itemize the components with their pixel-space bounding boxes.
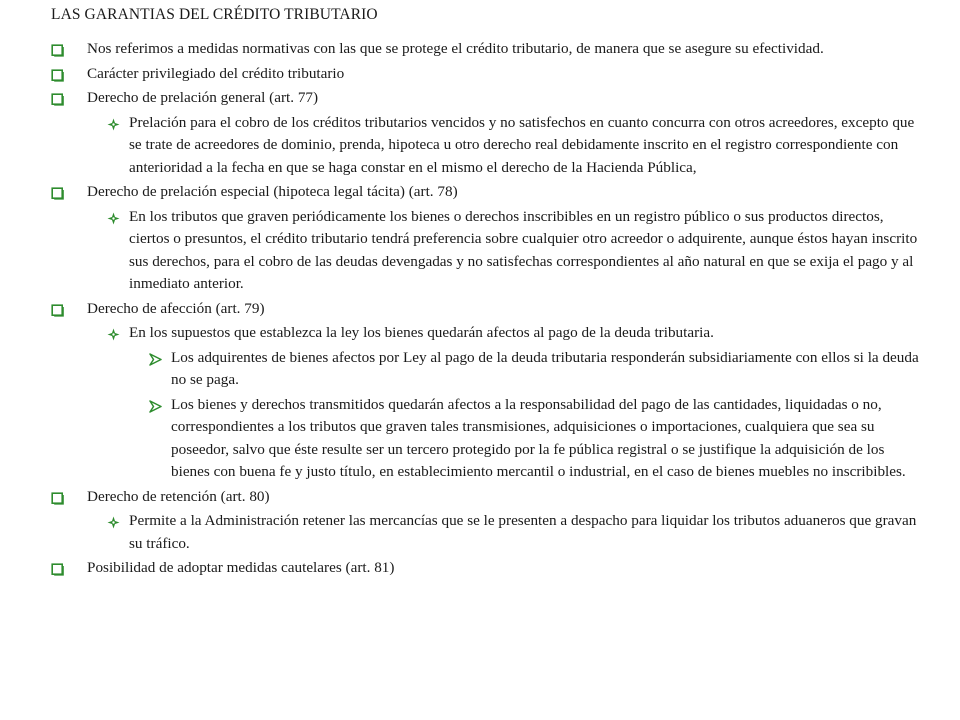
list-item-text: En los supuestos que establezca la ley los bienes quedarán afectos al pago de la deuda tributaria. xyxy=(129,324,714,341)
arrowhead-icon xyxy=(149,347,162,366)
list-item-text: En los tributos que graven periódicamente los bienes o derechos inscribibles en un registro público o sus productos directos, ciertos o presuntos, el crédito tributario tendrá preferencia sobre cualquier otro acreedor o adquirente, aunque éstos hayan inscrito sus derechos, para el cobro de las deudas devengadas y no satisfechas correspondientes al año natural en que se exija el pago y al inmediato anterior. xyxy=(129,207,918,292)
list-item-text: Carácter privilegiado del crédito tributario xyxy=(87,64,345,82)
square-outline-icon xyxy=(51,181,64,200)
list-item-text: Prelación para el cobro de los créditos tributarios vencidos y no satisfechos en cuanto concurra con otros acreedores, excepto que se trate de acreedores de dominio, prenda, hipoteca u otro derecho real debidamente inscrito en el registro correspondiente con anterioridad a la fecha en que se haga constar en el mismo el derecho de la Hacienda Pública, xyxy=(129,113,915,176)
square-outline-icon xyxy=(51,38,64,57)
list-item xyxy=(51,322,920,345)
list-item xyxy=(51,181,920,204)
diamond-star-icon xyxy=(107,510,120,529)
square-outline-icon xyxy=(51,63,64,82)
diamond-star-icon xyxy=(107,322,120,341)
list-item-text: Derecho de prelación especial (hipoteca legal tácita) (art. 78) xyxy=(87,183,458,200)
bullet-list xyxy=(51,38,920,580)
square-outline-icon xyxy=(51,298,64,317)
list-item-text: Los adquirentes de bienes afectos por Ley al pago de la deuda tributaria responderán subsidiariamente con ellos si la deuda no se paga. xyxy=(171,348,919,388)
diamond-star-icon xyxy=(107,206,120,225)
diamond-star-icon xyxy=(107,112,120,131)
slide-title: LAS GARANTIAS DEL CRÉDITO TRIBUTARIO xyxy=(51,6,378,23)
list-item xyxy=(51,38,920,61)
list-item-text: Nos referimos a medidas normativas con las que se protege el crédito tributario, de manera que se asegure su efectividad. xyxy=(87,40,824,57)
list-item-text: Permite a la Administración retener las mercancías que se le presenten a despacho para liquidar los tributos aduaneros que gravan su tráfico. xyxy=(129,512,917,552)
list-item xyxy=(51,298,920,321)
list-item xyxy=(51,112,920,180)
list-item-text: Posibilidad de adoptar medidas cautelares (art. 81) xyxy=(87,559,395,576)
square-outline-icon xyxy=(51,486,64,505)
arrowhead-icon xyxy=(149,394,162,413)
list-item xyxy=(51,510,920,555)
list-item-text: Derecho de prelación general (art. 77) xyxy=(87,89,319,106)
square-outline-icon xyxy=(51,87,64,106)
list-item xyxy=(51,87,920,110)
list-item-text: Los bienes y derechos transmitidos quedarán afectos a la responsabilidad del pago de las cantidades, liquidadas o no, correspondientes a los tributos que graven tales transmisiones, adquisiciones o importaciones, cualquiera que sea su poseedor, salvo que éste resulte ser un tercero protegido por la fe pública registral o se justifique la adquisición de los bienes con buena fe y justo título, en establecimiento mercantil o industrial, en el caso de bienes muebles no inscribibles. xyxy=(171,395,906,480)
list-item-text: Derecho de retención (art. 80) xyxy=(87,487,270,505)
list-item xyxy=(51,347,920,392)
list-item xyxy=(51,206,920,296)
square-outline-icon xyxy=(51,557,64,576)
list-item xyxy=(51,63,920,86)
list-item xyxy=(51,486,920,509)
list-item xyxy=(51,394,920,484)
list-item xyxy=(51,557,920,580)
list-item-text: Derecho de afección (art. 79) xyxy=(87,299,265,317)
